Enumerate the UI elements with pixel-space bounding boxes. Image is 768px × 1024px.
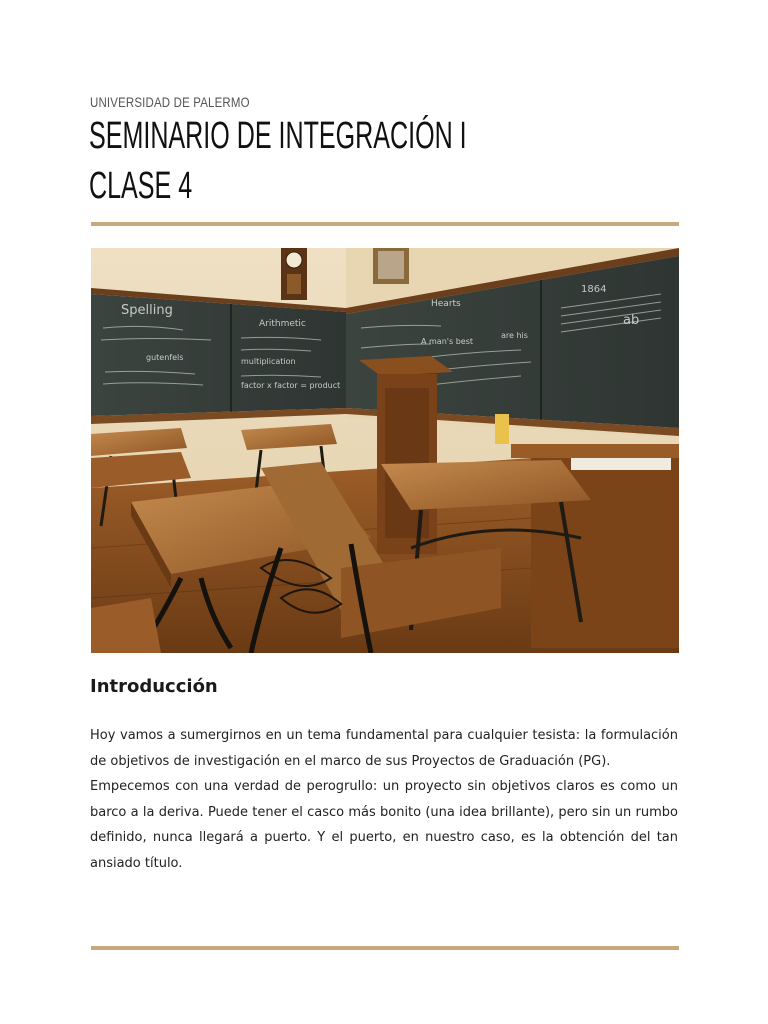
chalk-text: Hearts xyxy=(431,299,461,309)
chalk-text: gutenfels xyxy=(146,353,184,362)
classroom-photo xyxy=(91,248,679,653)
university-label: UNIVERSIDAD DE PALERMO xyxy=(90,94,250,110)
section-heading: Introducción xyxy=(90,676,218,697)
chalk-text: factor x factor = product xyxy=(241,381,341,390)
chalk-text: multiplication xyxy=(241,357,296,366)
chalk-text: ab xyxy=(623,313,640,328)
chalk-text: Arithmetic xyxy=(259,319,306,329)
chalk-text: 1864 xyxy=(581,284,607,295)
bottom-divider xyxy=(91,946,679,950)
paragraph: Empecemos con una verdad de perogrullo: un proyecto sin objetivos claros es como un barco a la deriva. Puede tener el casco más bonito (una idea brillante), pero sin un rumbo definido, nunca llegará a puerto. Y el puerto, en nuestro caso, es la obtención del tan ansiado título. xyxy=(90,779,678,871)
chalk-text: Spelling xyxy=(121,303,173,318)
top-divider xyxy=(91,222,679,226)
document-title: SEMINARIO DE INTEGRACIÓN I xyxy=(89,115,467,157)
paragraph: Hoy vamos a sumergirnos en un tema fundamental para cualquier tesista: la formulación de objetivos de investigación en el marco de sus Proyectos de Graduación (PG). xyxy=(90,728,678,769)
chalk-text: are his xyxy=(501,331,528,340)
chalk-text: A man's best xyxy=(421,337,473,346)
intro-body xyxy=(90,723,678,876)
document-subtitle: CLASE 4 xyxy=(89,165,193,207)
